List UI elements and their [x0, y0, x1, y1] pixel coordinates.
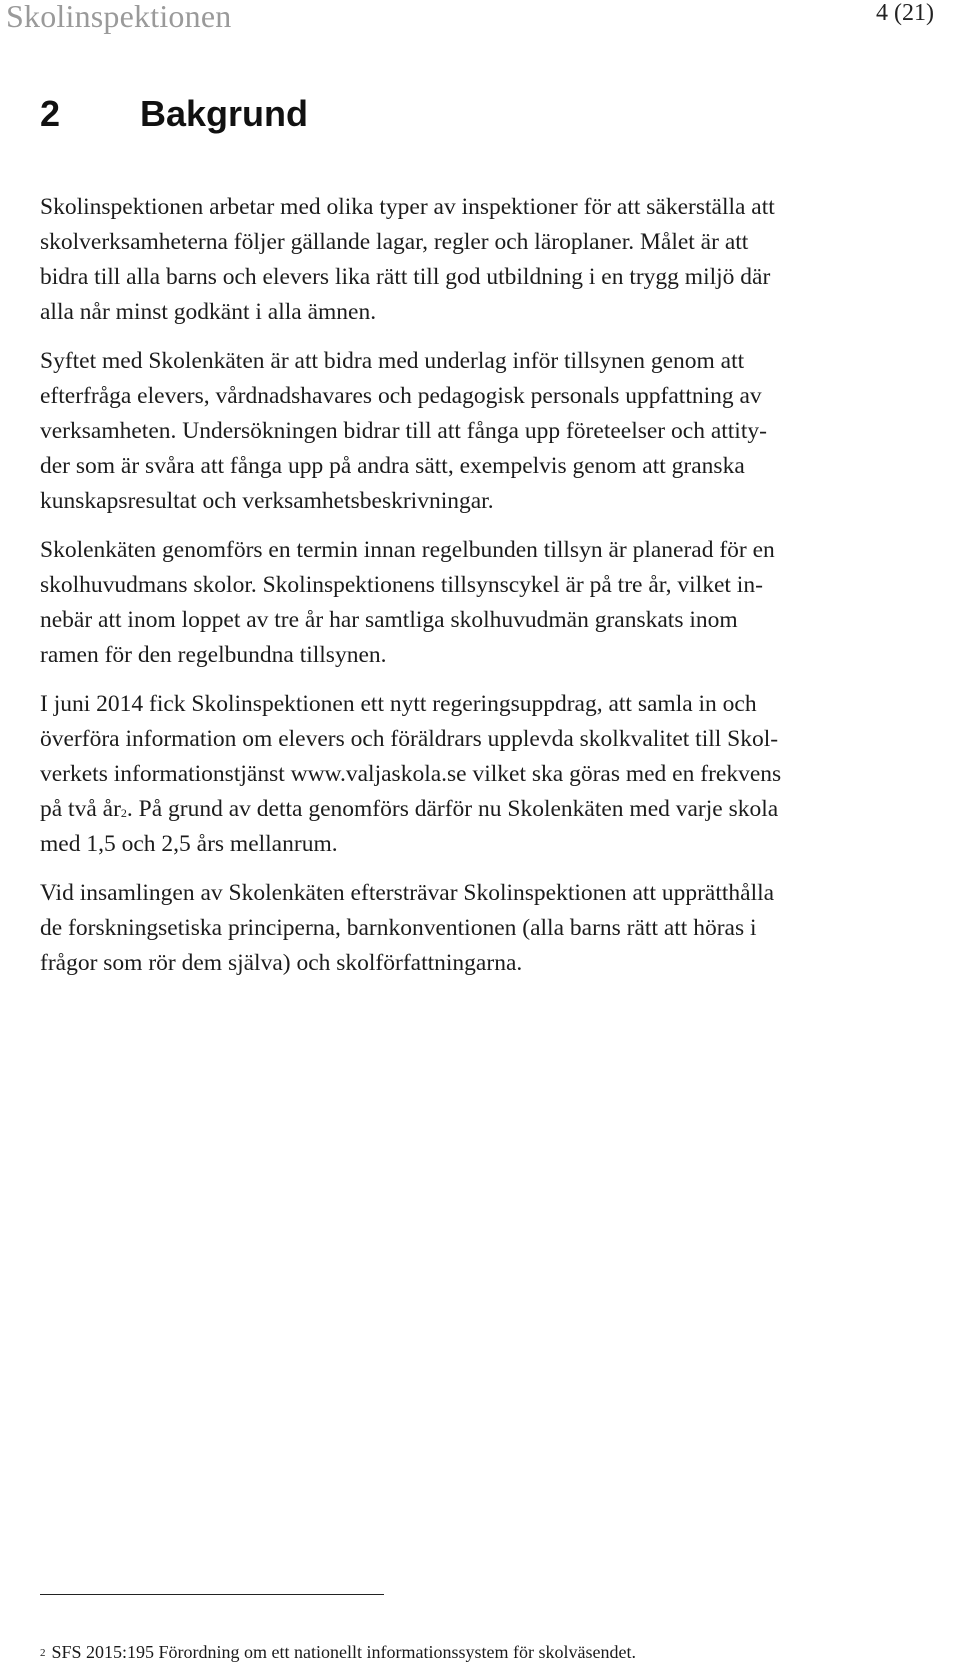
text-line: der som är svåra att fånga upp på andra sätt, exempelvis genom att granska	[40, 453, 745, 479]
text-line: nebär att inom loppet av tre år har samtliga skolhuvudmän granskats inom	[40, 607, 738, 633]
footnote-reference: 2	[120, 806, 127, 820]
paragraph-5	[40, 876, 930, 981]
page-number: 4 (21)	[876, 0, 934, 26]
text-line: Skolinspektionen arbetar med olika typer av inspektioner för att säkerställa att	[40, 194, 775, 220]
text-line: kunskapsresultat och verksamhetsbeskrivningar.	[40, 488, 494, 514]
text-line: Syftet med Skolenkäten är att bidra med underlag inför tillsynen genom att	[40, 348, 745, 374]
footnote-marker: 2	[40, 1647, 46, 1659]
text-line: bidra till alla barns och elevers lika rätt till god utbildning i en trygg miljö där	[40, 264, 771, 290]
text-line: efterfråga elevers, vårdnadshavares och pedagogisk personals uppfattning av	[40, 383, 762, 409]
text-line: frågor som rör dem själva) och skolförfattningarna.	[40, 950, 523, 976]
text-line: alla når minst godkänt i alla ämnen.	[40, 299, 377, 325]
section-title: Bakgrund	[140, 93, 309, 134]
text-line: ramen för den regelbundna tillsynen.	[40, 642, 387, 668]
text-line: överföra information om elevers och föräldrars upplevda skolkvalitet till Skol-	[40, 726, 779, 752]
text-line: de forskningsetiska principerna, barnkonventionen (alla barns rätt att höras i	[40, 915, 757, 941]
body-text	[40, 190, 930, 995]
footnote	[40, 1641, 636, 1663]
paragraph-4	[40, 687, 930, 862]
text-line: Skolenkäten genomförs en termin innan regelbunden tillsyn är planerad för en	[40, 537, 775, 563]
footnote-divider	[40, 1594, 384, 1595]
text-fragment: . På grund av detta genomförs därför nu Skolenkäten med varje skola	[126, 796, 779, 822]
running-header-title: Skolinspektionen	[6, 0, 232, 34]
text-line: verkets informationstjänst www.valjaskola.se vilket ska göras med en frekvens	[40, 761, 782, 787]
paragraph-3	[40, 533, 930, 673]
text-fragment: på två år	[40, 796, 121, 822]
section-heading	[40, 93, 308, 135]
text-line: med 1,5 och 2,5 års mellanrum.	[40, 831, 338, 857]
section-number: 2	[40, 93, 61, 134]
text-line: Vid insamlingen av Skolenkäten eftersträvar Skolinspektionen att upprätthålla	[40, 880, 775, 906]
footnote-text: SFS 2015:195 Förordning om ett nationellt informationssystem för skolväsendet.	[51, 1642, 636, 1662]
paragraph-1	[40, 190, 930, 330]
text-line: I juni 2014 fick Skolinspektionen ett nytt regeringsuppdrag, att samla in och	[40, 691, 757, 717]
text-line: skolverksamheterna följer gällande lagar, regler och läroplaner. Målet är att	[40, 229, 749, 255]
text-line-with-footnote	[40, 792, 930, 827]
text-line: skolhuvudmans skolor. Skolinspektionens tillsynscykel är på tre år, vilket in-	[40, 572, 763, 598]
paragraph-2	[40, 344, 930, 519]
text-line: verksamheten. Undersökningen bidrar till att fånga upp företeelser och attity-	[40, 418, 767, 444]
